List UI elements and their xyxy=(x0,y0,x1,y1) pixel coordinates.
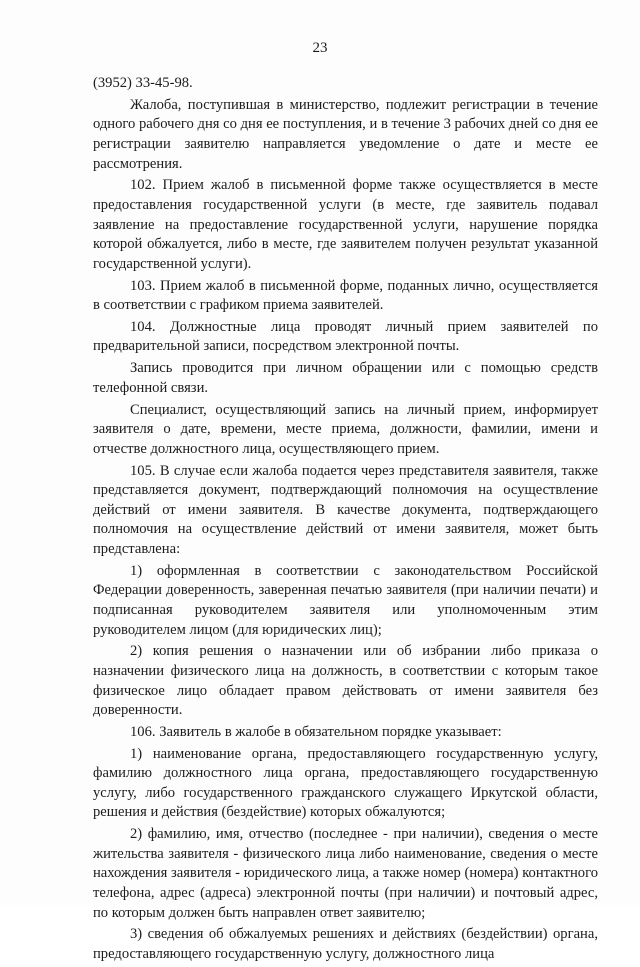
paragraph-106: 106. Заявитель в жалобе в обязательном порядке указывает: xyxy=(130,723,502,740)
document-body xyxy=(93,74,598,967)
paragraph-106-item-3: 3) сведения об обжалуемых решениях и действиях (бездействии) органа, предоставляющего государственную услугу, должностного лица xyxy=(93,926,598,962)
paragraph-103: 103. Прием жалоб в письменной форме, поданных лично, осуществляется в соответствии с графиком приема заявителей. xyxy=(93,277,598,314)
page-number: 23 xyxy=(312,40,328,56)
paragraph-106-item-1: 1) наименование органа, предоставляющего государственную услугу, фамилию должностного лица органа, предоставляющего государственную услугу, либо государственного гражданского служащего Иркутской области, решения и действия (бездействие) которых обжалуются; xyxy=(93,745,598,821)
paragraph-specialist: Специалист, осуществляющий запись на личный прием, информирует заявителя о дате, времени, месте приема, должности, фамилии, имени и отчестве должностного лица, осуществляющего прием. xyxy=(93,401,598,457)
paragraph-105: 105. В случае если жалоба подается через представителя заявителя, также представляется документ, подтверждающий полномочия на осуществление действий от имени заявителя. В качестве документа, подтверждающего полномочия на осуществление действий от имени заявителя, может быть представлена: xyxy=(93,462,598,557)
phone-continuation: (3952) 33-45-98. xyxy=(93,75,193,91)
paragraph-102: 102. Прием жалоб в письменной форме также осуществляется в месте предоставления государственной услуги (в месте, где заявитель подавал заявление на предоставление государственной услуги, нарушение порядка которой обжалуется, либо в месте, где заявителем получен результат указанной государственной услуги). xyxy=(93,177,598,272)
paragraph-appointment: Запись проводится при личном обращении или с помощью средств телефонной связи. xyxy=(93,360,598,396)
paragraph-106-item-2: 2) фамилию, имя, отчество (последнее - при наличии), сведения о месте жительства заявителя - физического лица либо наименование, сведения о месте нахождения заявителя - юридического лица, а также номер (номера) контактного телефона, адрес (адреса) электронной почты (при наличии) и почтовый адрес, по которым должен быть направлен ответ заявителю; xyxy=(93,826,598,921)
paragraph-105-item-1: 1) оформленная в соответствии с законодательством Российской Федерации доверенность, заверенная печатью заявителя (при наличии печати) и подписанная руководителем заявителя или уполномоченным этим руководителем лицом (для юридических лиц); xyxy=(93,562,598,638)
paragraph-104: 104. Должностные лица проводят личный прием заявителей по предварительной записи, посредством электронной почты. xyxy=(93,318,598,355)
paragraph-complaint-registration: Жалоба, поступившая в министерство, подлежит регистрации в течение одного рабочего дня со дня ее поступления, и в течение 3 рабочих дней со дня ее регистрации заявителю направляется уведомление о дате и месте ее рассмотрения. xyxy=(93,96,598,172)
paragraph-105-item-2: 2) копия решения о назначении или об избрании либо приказа о назначении физического лица на должность, в соответствии с которым такое физическое лицо обладает правом действовать от имени заявителя без доверенности. xyxy=(93,643,598,719)
